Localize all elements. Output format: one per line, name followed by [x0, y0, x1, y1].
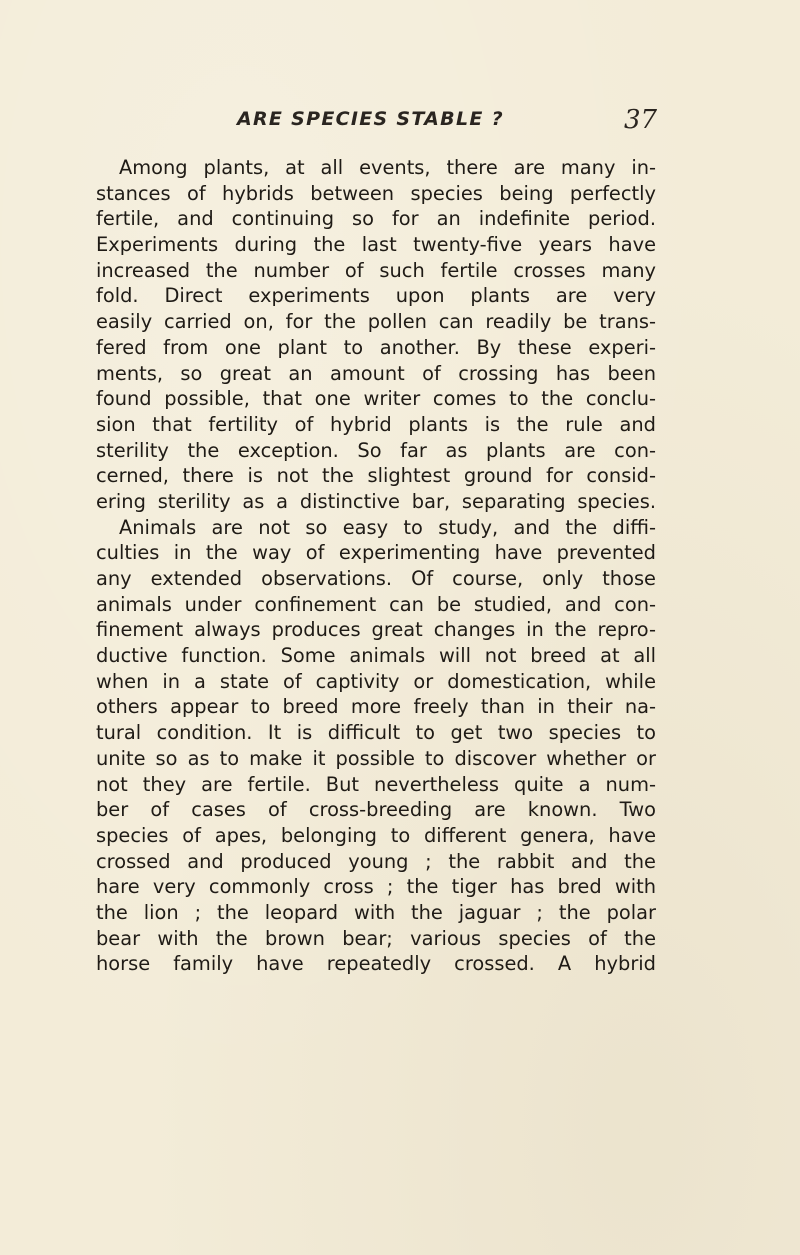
text-line: cerned, there is not the slightest ground for consid- — [96, 464, 656, 488]
text-line: increased the number of such fertile crosses many — [96, 258, 656, 282]
text-line: fered from one plant to another. By these experi- — [96, 335, 656, 359]
text-line: culties in the way of experimenting have prevented — [96, 541, 656, 565]
text-line: any extended observations. Of course, only those — [96, 567, 656, 590]
text-line: sterility the exception. So far as plants are con- — [96, 438, 656, 462]
text-line: found possible, that one writer comes to the conclu- — [96, 387, 656, 411]
text-line: the lion ; the leopard with the jaguar ; the polar — [96, 900, 656, 924]
text-line: bear with the brown bear; various species of the — [96, 926, 656, 950]
text-line: when in a state of captivity or domestication, while — [96, 669, 656, 693]
text-line: Experiments during the last twenty-five years have — [96, 233, 656, 257]
text-line: animals under confinement can be studied, and con- — [96, 592, 656, 616]
text-line: finement always produces great changes in the repro- — [96, 618, 656, 642]
text-line: hare very commonly cross ; the tiger has bred with — [96, 875, 656, 899]
text-line: horse family have repeatedly crossed. A hybrid — [96, 952, 656, 976]
text-line: Among plants, at all events, there are many in- — [119, 156, 656, 179]
page-header — [0, 105, 800, 140]
text-line: ductive function. Some animals will not breed at all — [96, 644, 656, 668]
text-line: not they are fertile. But nevertheless quite a num- — [96, 772, 656, 796]
text-line: easily carried on, for the pollen can readily be trans- — [96, 310, 656, 334]
text-line: fold. Direct experiments upon plants are very — [96, 284, 656, 308]
text-line: others appear to breed more freely than in their na- — [96, 695, 656, 719]
text-line: crossed and produced young ; the rabbit and the — [96, 849, 656, 873]
text-line: fertile, and continuing so for an indefinite period. — [96, 207, 656, 231]
text-line: stances of hybrids between species being perfectly — [96, 181, 656, 205]
text-line: ering sterility as a distinctive bar, separating species. — [96, 489, 656, 513]
text-line: species of apes, belonging to different genera, have — [96, 823, 656, 847]
body-text — [96, 155, 656, 977]
running-title: ARE SPECIES STABLE ? — [237, 108, 504, 130]
text-line: Animals are not so easy to study, and the diffi- — [119, 515, 656, 539]
text-line: ber of cases of cross-breeding are known. Two — [96, 798, 656, 822]
text-line: sion that fertility of hybrid plants is the rule and — [96, 412, 656, 436]
text-line: tural condition. It is difficult to get two species to — [96, 721, 656, 745]
text-line: ments, so great an amount of crossing has been — [96, 361, 656, 385]
page-number: 37 — [624, 105, 658, 135]
text-line: unite so as to make it possible to discover whether or — [96, 746, 656, 770]
